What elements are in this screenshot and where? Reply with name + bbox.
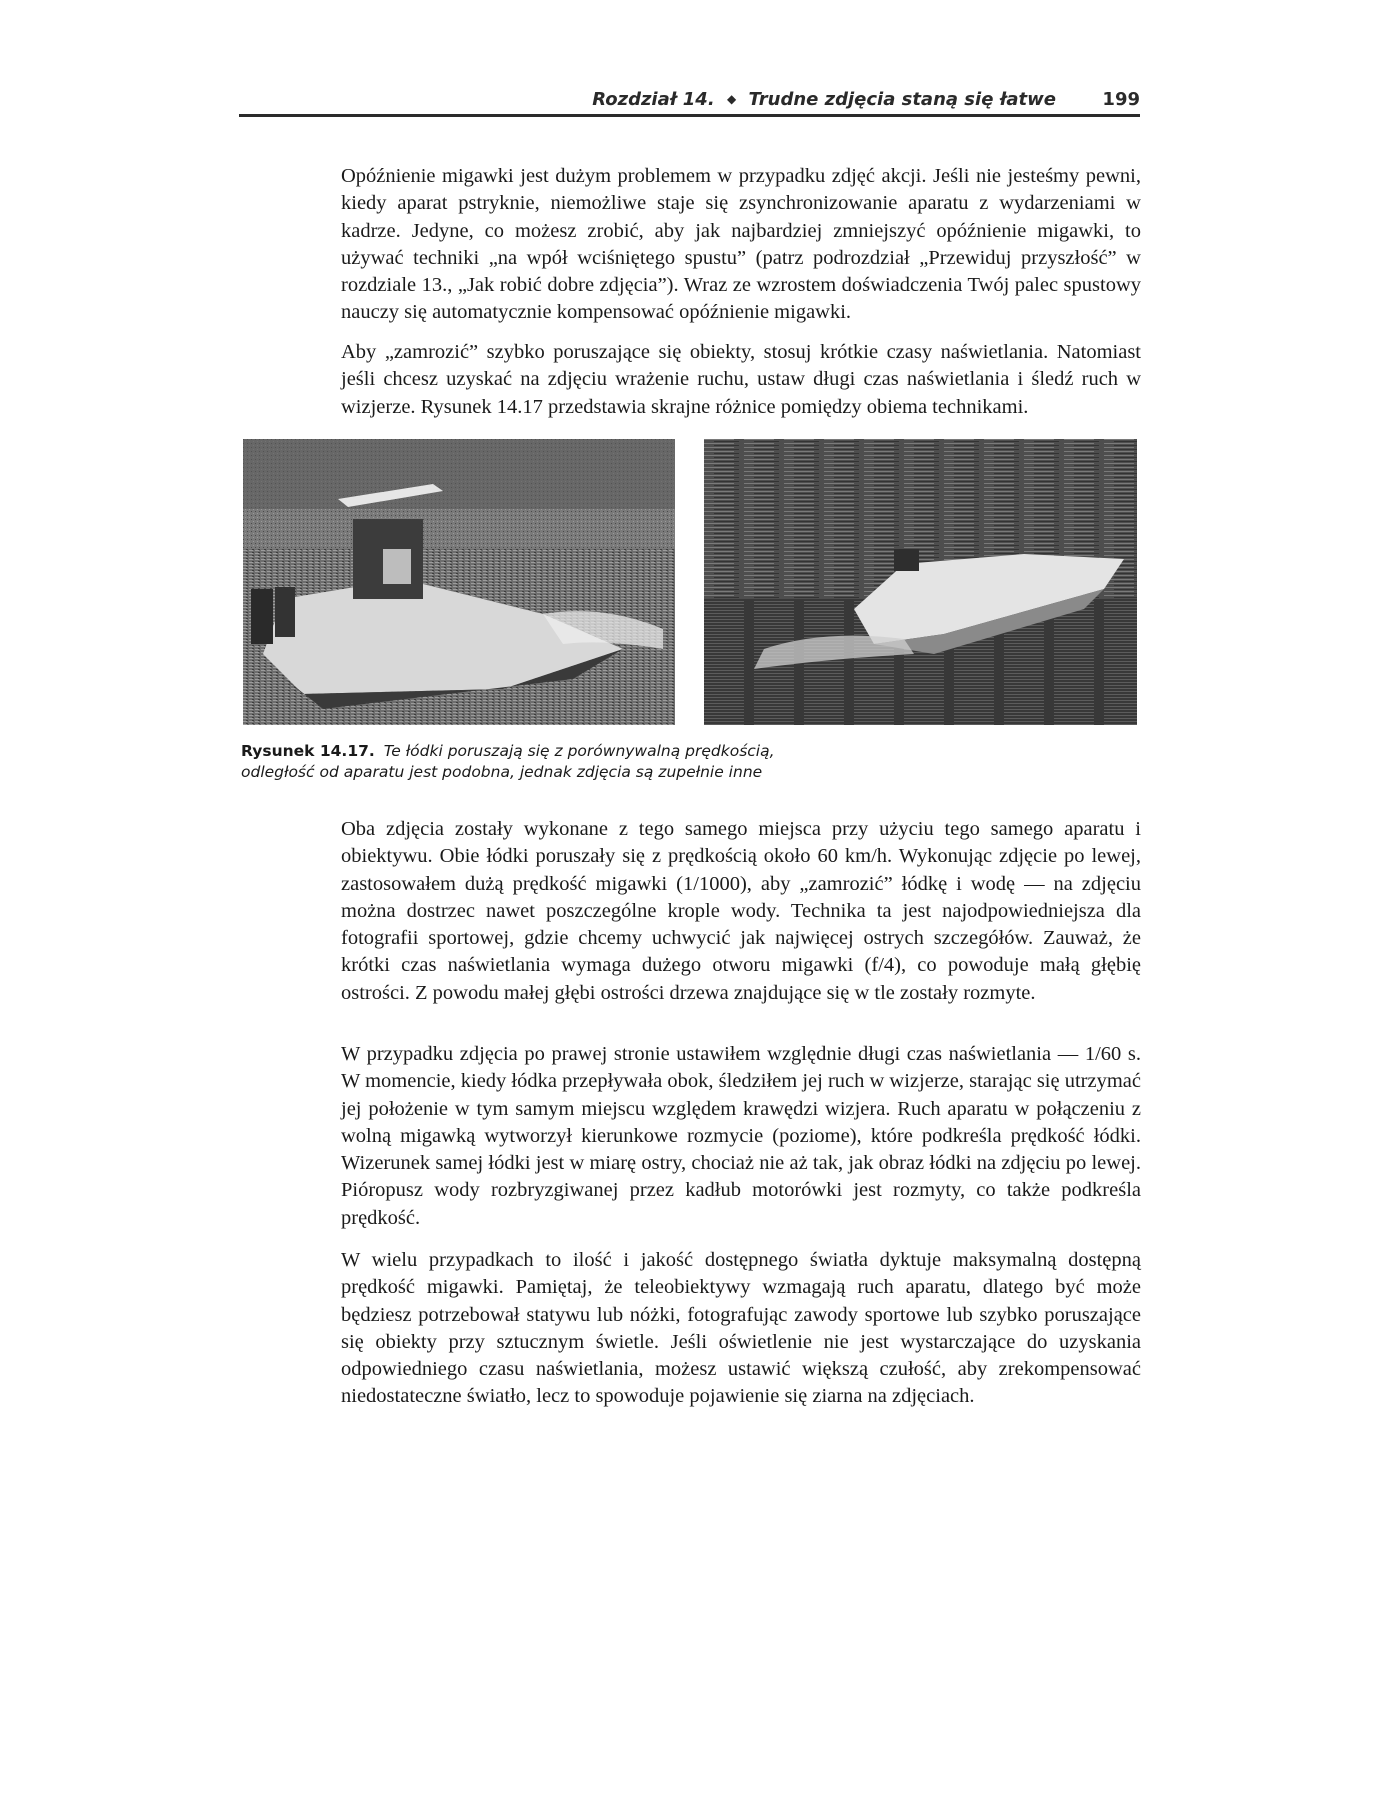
caption-line-1: Te łódki poruszają się z porównywalną prędkością, xyxy=(383,742,775,760)
diamond-separator-icon: ◆ xyxy=(726,92,737,106)
header-rule xyxy=(239,114,1140,117)
photo-boat-panned xyxy=(704,439,1137,725)
running-title-chapter: Rozdział 14. xyxy=(592,89,715,110)
figure-caption xyxy=(241,741,941,783)
paragraph-shutter-lag: Opóźnienie migawki jest dużym problemem w przypadku zdjęć akcji. Jeśli nie jesteśmy pewni, kiedy aparat pstryknie, niemożliwe staje się zsynchronizowanie aparatu z wydarzeniami w kadrze. Jedyne, co możesz zrobić, aby jak najbardziej zmniejszyć opóźnienie migawki, to używać techniki „na wpół wciśniętego spustu” (patrz podrozdział „Przewiduj przyszłość” w rozdziale 13., „Jak robić dobre zdjęcia”). Wraz ze wzrostem doświadczenia Twój palec spustowy nauczy się automatycznie kompensować opóźnienie migawki. xyxy=(341,165,1141,324)
paragraph-fast-shutter: Oba zdjęcia zostały wykonane z tego samego miejsca przy użyciu tego samego aparatu i obiektywu. Obie łódki poruszały się z prędkością około 60 km/h. Wykonując zdjęcie po lewej, zastosowałem dużą prędkość migawki (1/1000), aby „zamrozić” łódkę i wodę — na zdjęciu można dostrzec nawet poszczególne krople wody. Technika ta jest najodpowiedniejsza dla fotografii sportowej, gdzie chcemy uchwycić jak najwięcej ostrych szczegółów. Zauważ, że krótki czas naświetlania wymaga dużego otworu migawki (f/4), co powoduje małą głębię ostrości. Z powodu małej głębi ostrości drzewa znajdujące się w tle zostały rozmyte. xyxy=(341,818,1141,1004)
running-title xyxy=(592,89,1056,110)
running-header xyxy=(239,85,1140,115)
paragraph-freeze-motion: Aby „zamrozić” szybko poruszające się obiekty, stosuj krótkie czasy naświetlania. Natomiast jeśli chcesz uzyskać na zdjęciu wrażenie ruchu, ustaw długi czas naświetlania i śledź ruch w wizjerze. Rysunek 14.17 przedstawia skrajne różnice pomiędzy obiema technikami. xyxy=(341,341,1141,418)
paragraph-slow-shutter: W przypadku zdjęcia po prawej stronie ustawiłem względnie długi czas naświetlania — 1/60 s. W momencie, kiedy łódka przepływała obok, śledziłem jej ruch w wizjerze, starając się utrzymać jej położenie w tym samym miejscu względem krawędzi wizjera. Ruch aparatu w połączeniu z wolną migawką wytworzył kierunkowe rozmycie (poziome), które podkreśla prędkość łódki. Wizerunek samej łódki jest w miarę ostry, chociaż nie aż tak, jak obraz łódki na zdjęciu po lewej. Pióropusz wody rozbryzgiwanej przez kadłub motorówki jest rozmyty, co także podkreśla prędkość. xyxy=(341,1043,1141,1229)
running-title-text: Trudne zdjęcia staną się łatwe xyxy=(748,89,1056,110)
figure-label: Rysunek 14.17. xyxy=(241,742,375,760)
page-number: 199 xyxy=(1102,89,1140,110)
paragraph-light-conditions: W wielu przypadkach to ilość i jakość dostępnego światła dyktuje maksymalną dostępną prędkość migawki. Pamiętaj, że teleobiektywy wzmagają ruch aparatu, dlatego być może będziesz potrzebował statywu lub nóżki, fotografując zawody sportowe lub szybko poruszające się obiekty przy sztucznym świetle. Jeśli oświetlenie nie jest wystarczające do uzyskania odpowiedniego czasu naświetlania, możesz ustawić większą czułość, aby zrekompensować niedostateczne światło, lecz to spowoduje pojawienie się ziarna na zdjęciach. xyxy=(341,1249,1141,1408)
caption-line-2: odległość od aparatu jest podobna, jednak zdjęcia są zupełnie inne xyxy=(241,763,763,781)
photo-boat-frozen xyxy=(243,439,675,725)
